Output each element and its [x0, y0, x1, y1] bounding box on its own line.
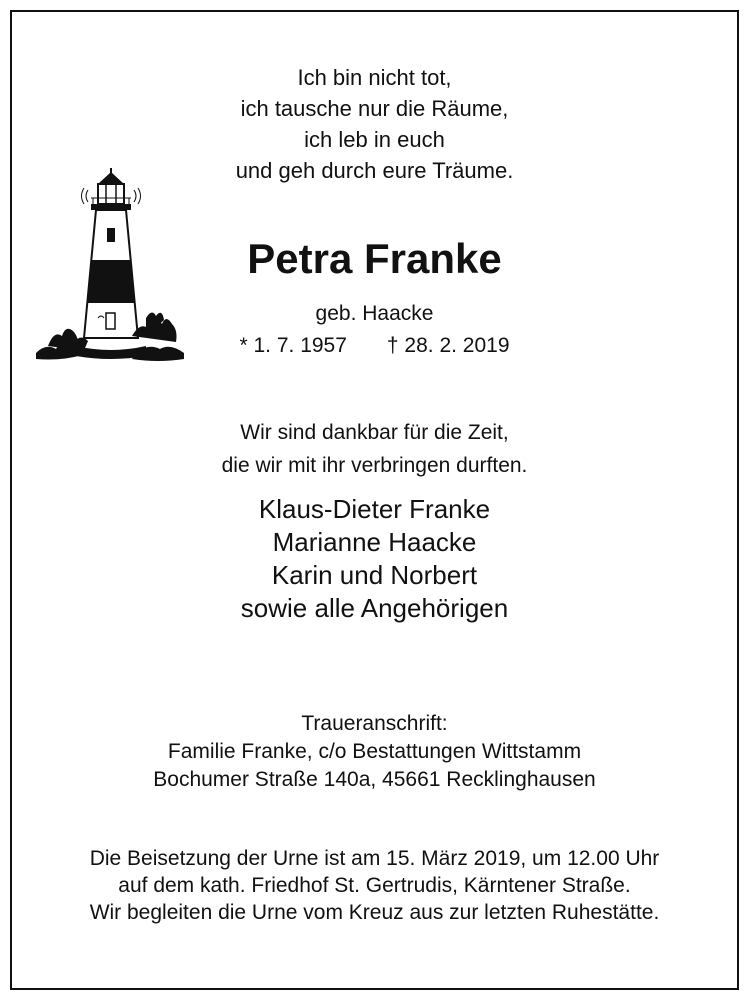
- deceased-name: Petra Franke: [247, 235, 502, 282]
- death-date: † 28. 2. 2019: [386, 334, 510, 357]
- thanks-text: [0, 416, 749, 482]
- burial-line: auf dem kath. Friedhof St. Gertrudis, Kärntener Straße.: [118, 874, 631, 897]
- birth-date: * 1. 7. 1957: [239, 334, 347, 357]
- life-dates: [0, 332, 749, 360]
- address-line: Familie Franke, c/o Bestattungen Wittstamm: [167, 740, 582, 763]
- poem-line: Ich bin nicht tot,: [297, 65, 452, 90]
- address-line: Traueranschrift:: [301, 712, 448, 735]
- poem-line: und geh durch eure Träume.: [235, 158, 514, 183]
- mourner: Klaus-Dieter Franke: [258, 494, 491, 524]
- birth-name: geb. Haacke: [315, 302, 434, 325]
- burial-notice: [0, 845, 749, 926]
- thanks-line: Wir sind dankbar für die Zeit,: [240, 421, 509, 444]
- mourning-address: [0, 710, 749, 794]
- poem-line: ich leb in euch: [304, 127, 445, 152]
- poem-line: ich tausche nur die Räume,: [240, 96, 509, 121]
- mourner: Marianne Haacke: [272, 527, 477, 557]
- burial-line: Die Beisetzung der Urne ist am 15. März 2019, um 12.00 Uhr: [89, 847, 660, 870]
- burial-line: Wir begleiten die Urne vom Kreuz aus zur letzten Ruhestätte.: [89, 901, 660, 924]
- mourner: Karin und Norbert: [271, 560, 478, 590]
- mourner: sowie alle Angehörigen: [240, 593, 509, 623]
- mourners-list: [0, 493, 749, 625]
- thanks-line: die wir mit ihr verbringen durften.: [221, 454, 528, 477]
- address-line: Bochumer Straße 140a, 45661 Recklinghausen: [153, 768, 596, 791]
